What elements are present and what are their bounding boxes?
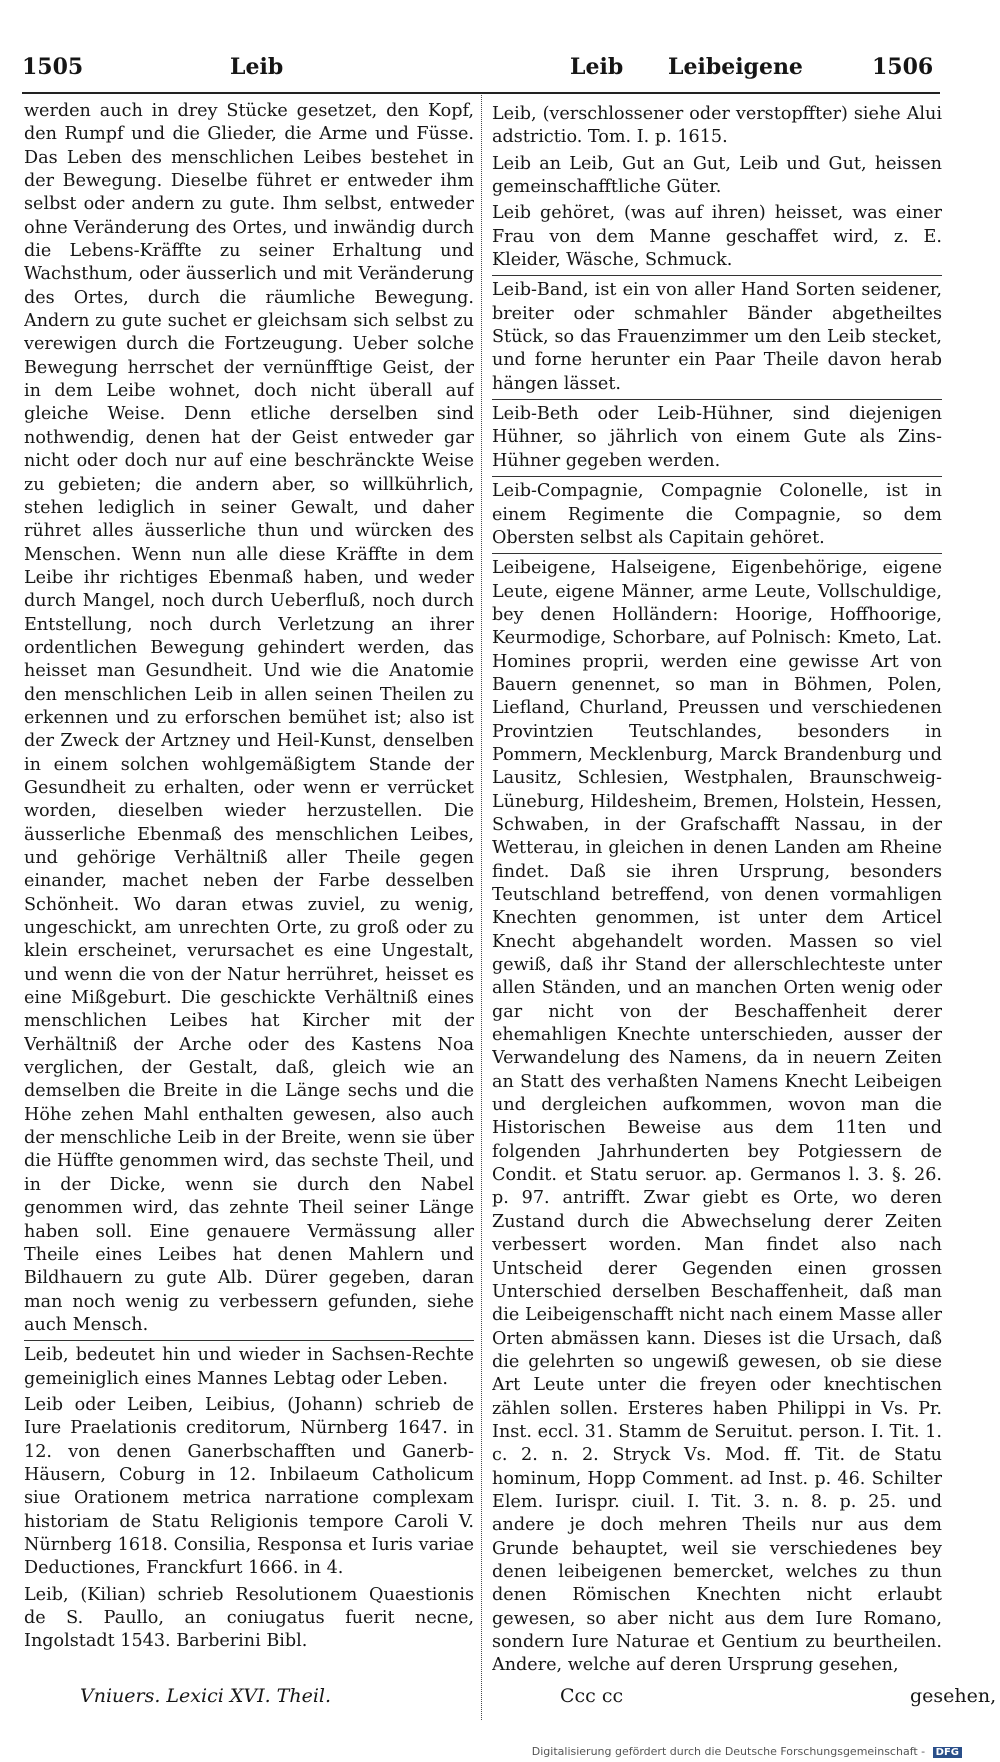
entry-leib-johann: Leib oder Leiben, Leibius, (Johann) schrieb de Iure Praelationis creditorum, Nürnberg 1647. in 12. von denen Ganerbschafften und Ganerb-Häusern, Coburg in 12. Inbilaeum Catholicum siue Orationem metrica narratione complexam historiam de Statu Religionis tempore Caroli V. Nürnberg 1618. Consilia, Responsa et Iuris variae Deductiones, Franckfurt 1666. in 4. (24, 1394, 474, 1579)
entry-separator (492, 553, 942, 554)
left-column (24, 100, 474, 1680)
headword-left: Leib (230, 54, 284, 80)
headword-right: Leib (570, 54, 624, 80)
page-number-left: 1505 (22, 54, 84, 80)
headword-right-2: Leibeigene (668, 54, 803, 80)
signature-mark: Vniuers. Lexici XVI. Theil. (80, 1685, 332, 1707)
page-footer (80, 1685, 997, 1713)
digitization-credit (532, 1745, 962, 1758)
entry-leib-continued: werden auch in drey Stücke gesetzet, den Kopf, den Rumpf und die Glieder, die Arme und Füsse. Das Leben des menschlichen Leibes bestehet in der Bewegung. Dieselbe führet er entweder ihm selbst oder andern zu gute. Ihm selbst, entweder ohne Veränderung des Ortes, und inwändig durch die Lebens-Kräffte zu seiner Erhaltung und Wachsthum, oder äusserlich und mit Veränderung des Ortes, durch die räumliche Bewegung. Andern zu gute suchet er gleichsam sich selbst zu verewigen durch die Fortzeugung. Ueber solche Bewegung herrschet der vernünfftige Geist, der in dem Leibe wohnet, doch nicht überall auf gleiche Weise. Denn etliche derselben sind nothwendig, denen hat der Geist entweder gar nicht oder doch nur auf eine beschränckte Weise zu gebieten; die andern aber, so willkührlich, stehen lediglich in seiner Gewalt, und daher rühret alles äusserliche thun und würcken des Menschen. Wenn nun alle diese Kräffte in dem Leibe ihr richtiges Ebenmaß haben, und weder durch Mangel, noch durch Ueberfluß, noch durch Entstellung, noch durch Verletzung an ihrer ordentlichen Bewegung gehindert werden, das heisset man Gesundheit. Und wie die Anatomie den menschlichen Leib in allen seinen Theilen zu erkennen und zu erforschen bemühet ist; also ist der Zweck der Artzney und Heil-Kunst, denselben in einem solchen wohlgemäßigtem Stande der Gesundheit zu erhalten, oder wenn er verrücket worden, dieselben wieder herzustellen. Die äusserliche Ebenmaß des menschlichen Leibes, und gehörige Verhältniß aller Theile gegen einander, machet neben der Farbe desselben Schönheit. Wo daran etwas zuviel, zu wenig, ungeschickt, am unrechten Orte, zu groß oder zu klein erscheinet, verursachet es eine Ungestalt, und wenn die von der Natur herrühret, heisset es eine Mißgeburt. Die geschickte Verhältniß eines menschlichen Leibes hat Kircher mit der Verhältniß der Arche oder des Kastens Noa verglichen, der Gestalt, daß, gleich wie an demselben die Breite in die Länge sechs und die Höhe zehen Mahl enthalten gewesen, also auch der menschliche Leib in der Breite, wenn sie über die Hüffte genommen wird, das sechste Theil, und in der Dicke, wenn sie durch den Nabel genommen wird, das zehnte Theil seiner Länge haben soll. Eine genauere Vermässung aller Theile eines Leibes hat denen Mahlern und Bildhauern zu gute Alb. Dürer gegeben, daran man noch wenig zu verbessern gefunden, siehe auch Mensch. (24, 101, 474, 1335)
right-column (492, 100, 942, 1680)
entry-leib-sachsen: Leib, bedeutet hin und wieder in Sachsen-Rechte gemeiniglich eines Mannes Lebtag oder Leben. (24, 1345, 474, 1389)
page-number-right: 1506 (872, 54, 934, 80)
header-rule (22, 92, 940, 94)
entry-leib-gehoeret: Leib gehöret, (was auf ihren) heisset, was einer Frau von dem Manne geschaffet wird, z. E. Kleider, Wäsche, Schmuck. (492, 203, 942, 271)
credit-text: Digitalisierung gefördert durch die Deutsche Forschungsgemeinschaft - (531, 1745, 926, 1758)
gathering-mark: Ccc cc (560, 1685, 624, 1707)
entry-leib-an-leib: Leib an Leib, Gut an Gut, Leib und Gut, heissen gemeinschafftliche Güter. (492, 153, 942, 198)
entry-leib-compagnie: Leib-Compagnie, Compagnie Colonelle, ist in einem Regimente die Compagnie, so dem Obersten selbst als Capitain gehöret. (492, 481, 942, 548)
dfg-logo: DFG (933, 1747, 962, 1758)
entry-separator (492, 275, 942, 276)
entry-leibeigene: Leibeigene, Halseigene, Eigenbehörige, eigene Leute, eigene Männer, arme Leute, Vollschuldige, bey denen Holländern: Hoorige, Hoffhoorige, Keurmodige, Schorbare, auf Polnisch: Kmeto, Lat. Homines proprii, werden eine gewisse Art von Bauern genennet, so man in Böhmen, Polen, Liefland, Churland, Preussen und verschiedenen Provintzien Teutschlandes, besonders in Pommern, Mecklenburg, Marck Brandenburg und Lausitz, Schlesien, Westphalen, Braunschweig-Lüneburg, Hildesheim, Bremen, Holstein, Hessen, Schwaben, in der Grafschafft Nassau, in der Wetterau, in gleichen in denen Landen am Rheine findet. Daß sie ihren Ursprung, besonders Teutschland betreffend, von denen vormahligen Knechten genommen, ist unter dem Articel Knecht abgehandelt worden. Massen so viel gewiß, daß ihr Stand der allerschlechteste unter allen Ständen, und an manchen Orten wenig oder gar nicht von der Beschaffenheit derer ehemahligen Knechte unterschieden, ausser der Verwandelung des Namens, da in neuern Zeiten an Statt des verhaßten Namens Knecht Leibeigen und dergleichen aufkommen, wovon man die Historischen Beweise aus dem 11ten und folgenden Jahrhunderten bey Potgiessern de Condit. et Statu seruor. ap. Germanos l. 3. §. 26. p. 97. antrifft. Zwar giebt es Orte, wo deren Zustand durch die Abwechselung derer Zeiten verbessert worden. Man findet also nach Untscheid derer Gegenden einen grossen Unterschied derselben Beschaffenheit, daß man die Leibeigenschafft nicht nach einem Masse aller Orten abmässen kann. Dieses ist die Ursach, daß die gelehrten so ungewiß gewesen, ob sie diese Art Leute unter die freyen oder knechtischen zählen sollen. Ersteres haben Philippi in Vs. Pr. Inst. eccl. 31. Stamm de Seruitut. person. I. Tit. 1. c. 2. n. 2. Stryck Vs. Mod. ff. Tit. de Statu hominum, Hopp Comment. ad Inst. p. 46. Schilter Elem. Iurispr. ciuil. I. Tit. 3. n. 8. p. 25. und andere je doch mehren Theils nur aus dem Grunde behauptet, weil sie verschiedenes bey denen leibeigenen bemercket, welches zu thun denen Römischen Knechten nicht erlaubt gewesen, so aber nicht aus dem Iure Romano, sondern Iure Naturae et Gentium zu beurtheilen. Andere, welche auf deren Ursprung gesehen, (492, 558, 942, 1676)
entry-separator (24, 1340, 474, 1341)
entry-leib-band: Leib-Band, ist ein von aller Hand Sorten seidener, breiter oder schmahler Bänder abgetheiltes Stück, so das Frauenzimmer um den Leib stecket, und forne herunter ein Paar Theile davon herab hängen lässet. (492, 280, 942, 394)
running-header (22, 54, 940, 88)
entry-leib-verstopft: Leib, (verschlossener oder verstopffter) siehe Alui adstrictio. Tom. I. p. 1615. (492, 104, 942, 148)
entry-leib-beth: Leib-Beth oder Leib-Hühner, sind diejenigen Hühner, so jährlich von einem Gute als Zins-Hühner gegeben werden. (492, 404, 942, 471)
entry-leib-kilian: Leib, (Kilian) schrieb Resolutionem Quaestionis de S. Paullo, an coniugatus fuerit necne, Ingolstadt 1543. Barberini Bibl. (24, 1584, 474, 1652)
catchword: gesehen, (910, 1685, 997, 1707)
column-divider (481, 95, 482, 1720)
entry-separator (492, 399, 942, 400)
entry-separator (492, 476, 942, 477)
